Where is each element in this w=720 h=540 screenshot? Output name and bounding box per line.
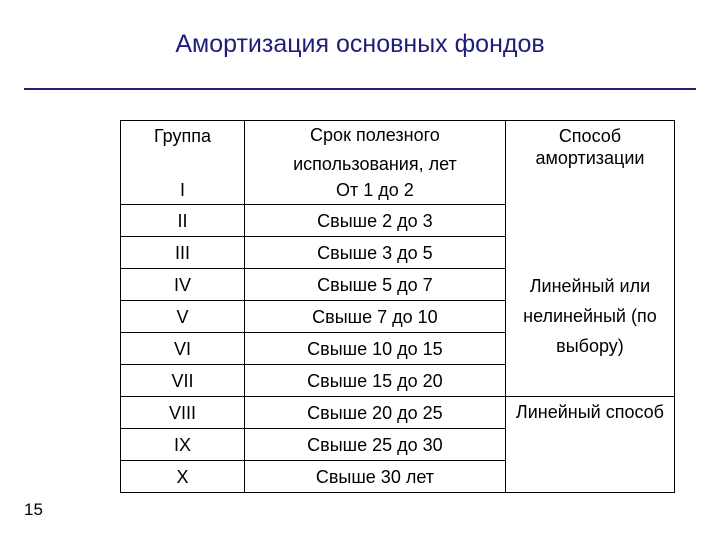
title-divider [24,88,696,90]
row-term: Свыше 30 лет [244,461,505,493]
row-term: Свыше 5 до 7 [244,269,505,301]
row-group: II [121,205,245,237]
row-group: III [121,237,245,269]
row-group: VIII [121,397,245,429]
row-term: Свыше 10 до 15 [244,333,505,365]
header-term [244,121,505,205]
row-term: Свыше 20 до 25 [244,397,505,429]
row-group: VII [121,365,245,397]
slide-title: Амортизация основных фондов [175,30,545,58]
row-term: Свыше 7 до 10 [244,301,505,333]
row-term: Свыше 3 до 5 [244,237,505,269]
row-group: IX [121,429,245,461]
method-linear: Линейный способ [505,397,674,493]
method-linear-or-nonlinear: Линейный или нелинейный (по выбору) [505,237,674,397]
method-empty-top [505,179,674,237]
table-row [121,237,675,269]
page-number: 15 [24,500,43,519]
row-group: I [121,179,245,205]
table-row [121,397,675,429]
row-group: V [121,301,245,333]
row-term: От 1 до 2 [336,180,414,200]
header-term-label: Срок полезного использования, лет [293,125,457,174]
row-term: Свыше 15 до 20 [244,365,505,397]
row-term: Свыше 2 до 3 [244,205,505,237]
row-term: Свыше 25 до 30 [244,429,505,461]
amortization-table [120,120,675,493]
row-group: X [121,461,245,493]
row-group: VI [121,333,245,365]
table-header-row [121,121,675,179]
header-method: Способ амортизации [505,121,674,179]
header-group: Группа [121,121,245,179]
row-group: IV [121,269,245,301]
